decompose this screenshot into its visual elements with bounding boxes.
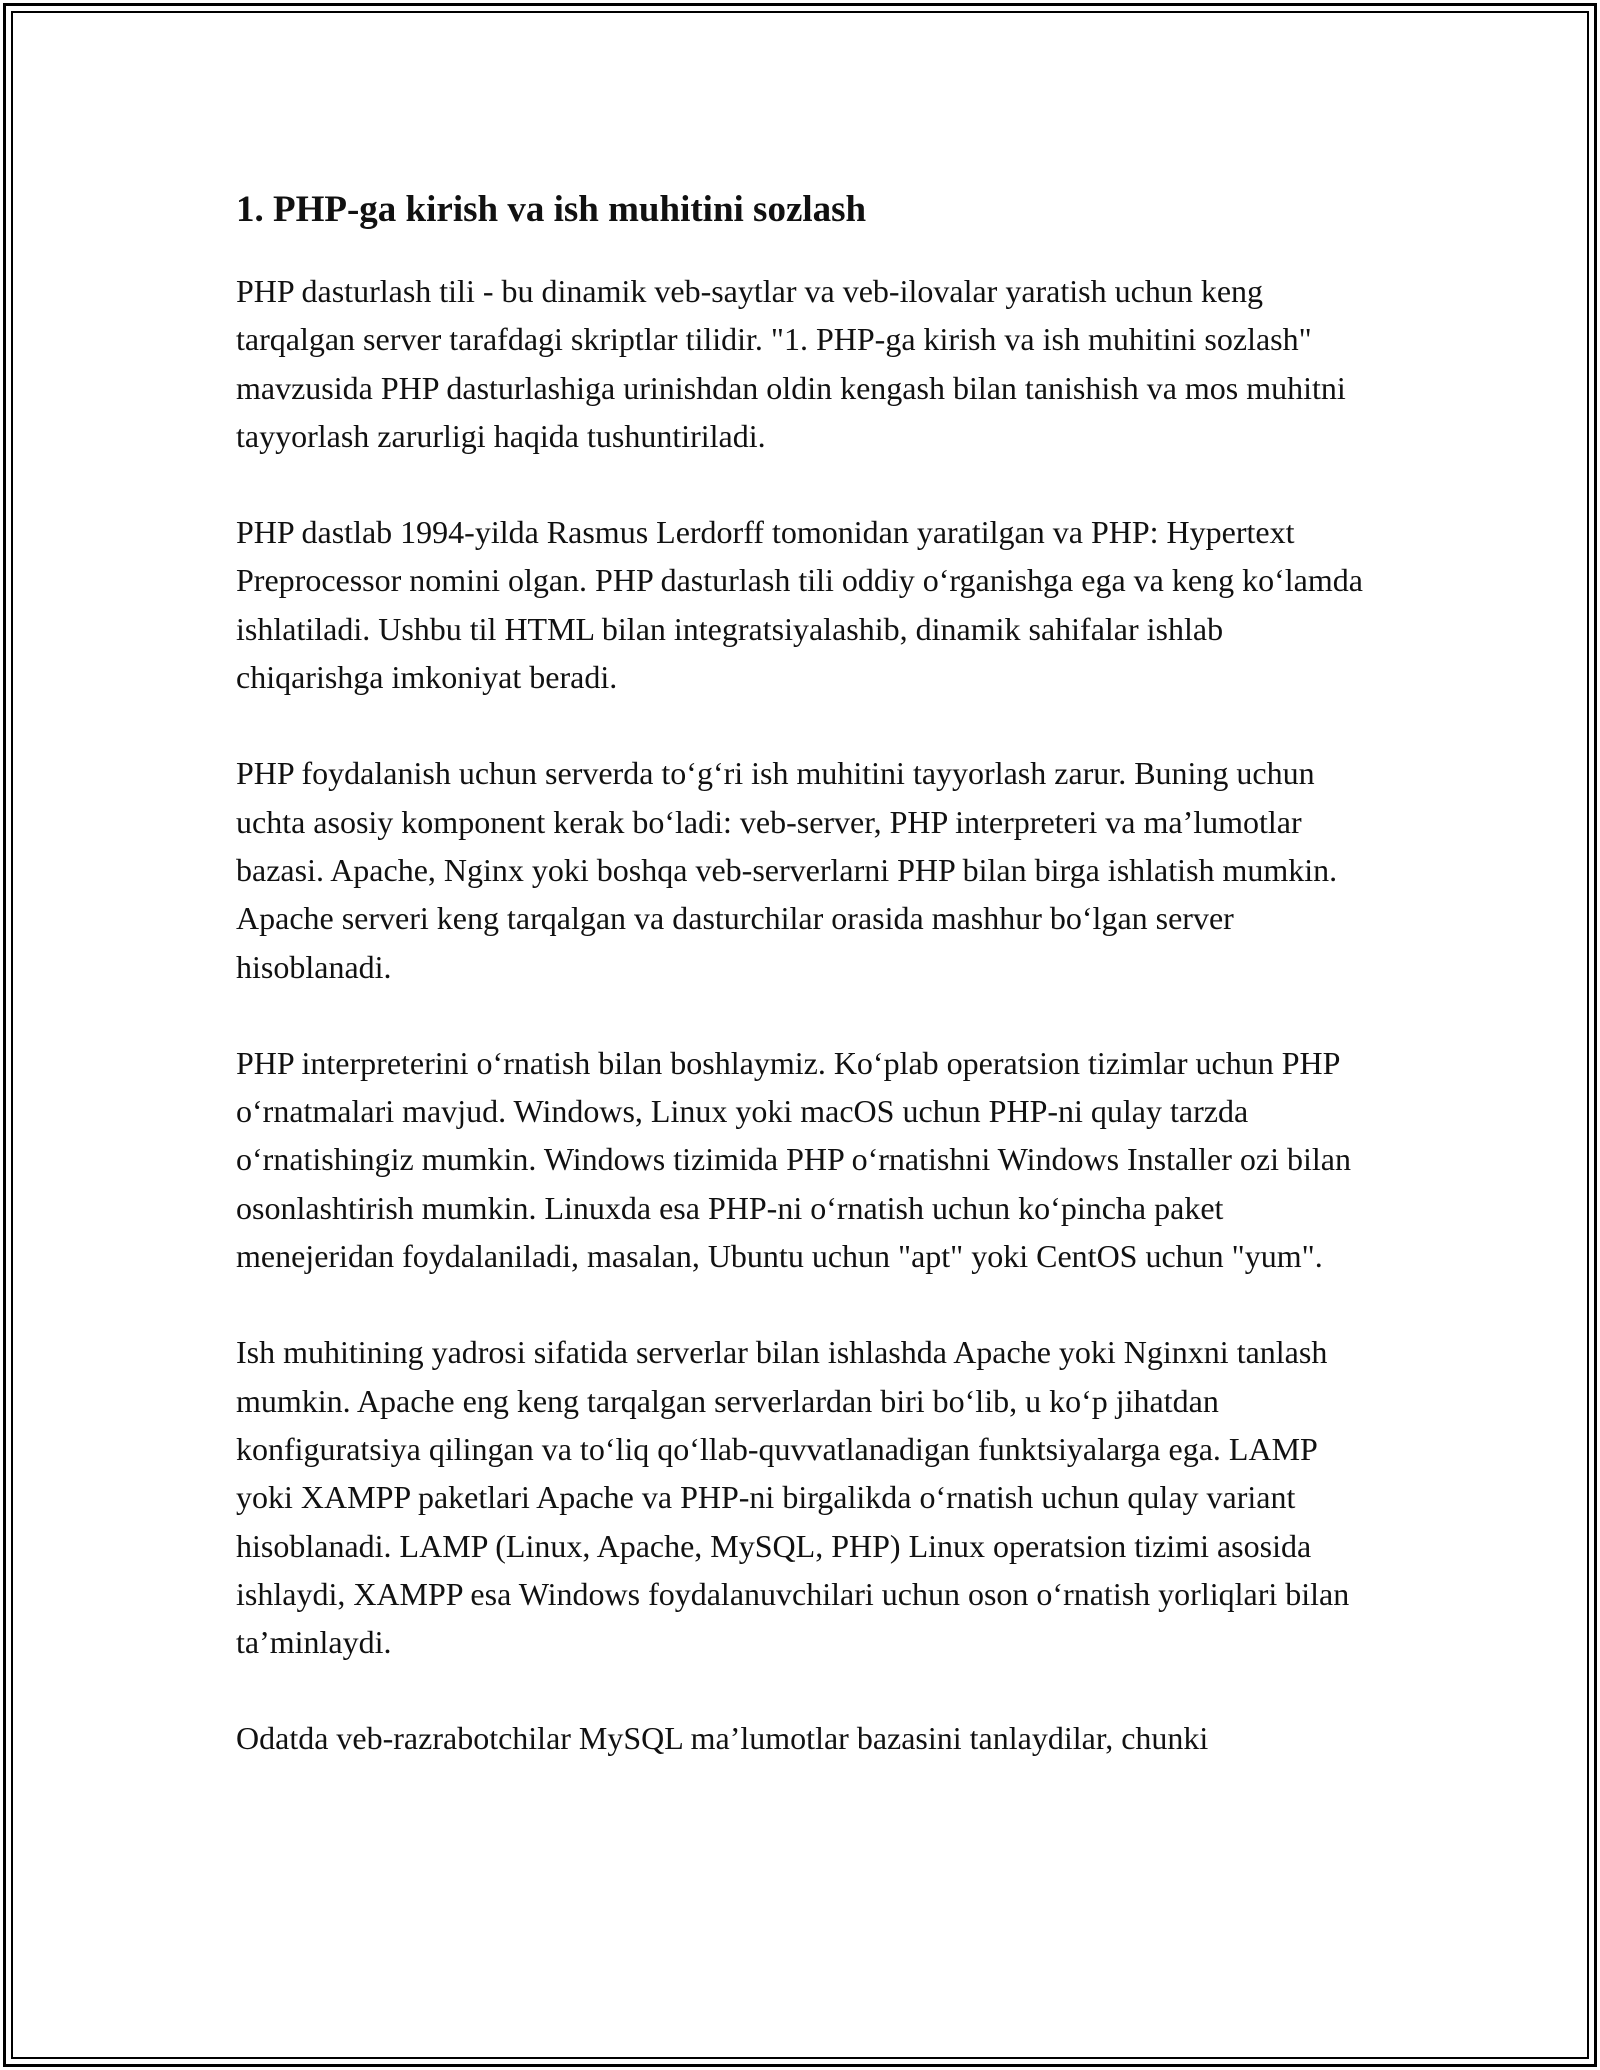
paragraph-intro: PHP dasturlash tili - bu dinamik veb-saytlar va veb-ilovalar yaratish uchun keng tarqalgan server tarafdagi skriptlar tilidir. "1. PHP-ga kirish va ish muhitini sozlash" mavzusida PHP dasturlashiga urinishdan oldin kengash bilan tanishish va mos muhitni tayyorlash zarurligi haqida tushuntiriladi. (236, 273, 1346, 454)
paragraph-database: Odatda veb-razrabotchilar MySQL ma’lumotlar bazasini tanlaydilar, chunki (236, 1720, 1209, 1757)
paragraph-history: PHP dastlab 1994-yilda Rasmus Lerdorff tomonidan yaratilgan va PHP: Hypertext Preprocessor nomini olgan. PHP dasturlash tili oddiy o‘rganishga ega va keng ko‘lamda ishlatiladi. Ushbu til HTML bilan integratsiyalashib, dinamik sahifalar ishlab chiqarishga imkoniyat beradi. (236, 514, 1363, 696)
section-heading: 1. PHP-ga kirish va ish muhitini sozlash (236, 189, 867, 230)
document-body (236, 186, 1366, 1811)
paragraph-servers: Ish muhitining yadrosi sifatida serverlar bilan ishlashda Apache yoki Nginxni tanlash mumkin. Apache eng keng tarqalgan serverlardan biri bo‘lib, u ko‘p jihatdan konfiguratsiya qilingan va to‘liq qo‘llab-quvvatlanadigan funktsiyalarga ega. LAMP yoki XAMPP paketlari Apache va PHP-ni birgalikda o‘rnatish uchun qulay variant hisoblanadi. LAMP (Linux, Apache, MySQL, PHP) Linux operatsion tizimi asosida ishlaydi, XAMPP esa Windows foydalanuvchilari uchun oson o‘rnatish yorliqlari bilan ta’minlaydi. (236, 1334, 1350, 1661)
paragraph-environment: PHP foydalanish uchun serverda to‘g‘ri ish muhitini tayyorlash zarur. Buning uchun uchta asosiy komponent kerak bo‘ladi: veb-server, PHP interpreteri va ma’lumotlar bazasi. Apache, Nginx yoki boshqa veb-serverlarni PHP bilan birga ishlatish mumkin. Apache serveri keng tarqalgan va dasturchilar orasida mashhur bo‘lgan server hisoblanadi. (236, 755, 1338, 985)
paragraph-interpreter: PHP interpreterini o‘rnatish bilan boshlaymiz. Ko‘plab operatsion tizimlar uchun PHP o‘rnatmalari mavjud. Windows, Linux yoki macOS uchun PHP-ni qulay tarzda o‘rnatishingiz mumkin. Windows tizimida PHP o‘rnatishni Windows Installer ozi bilan osonlashtirish mumkin. Linuxda esa PHP-ni o‘rnatish uchun ko‘pincha paket menejeridan foydalaniladi, masalan, Ubuntu uchun "apt" yoki CentOS uchun "yum". (236, 1044, 1351, 1275)
